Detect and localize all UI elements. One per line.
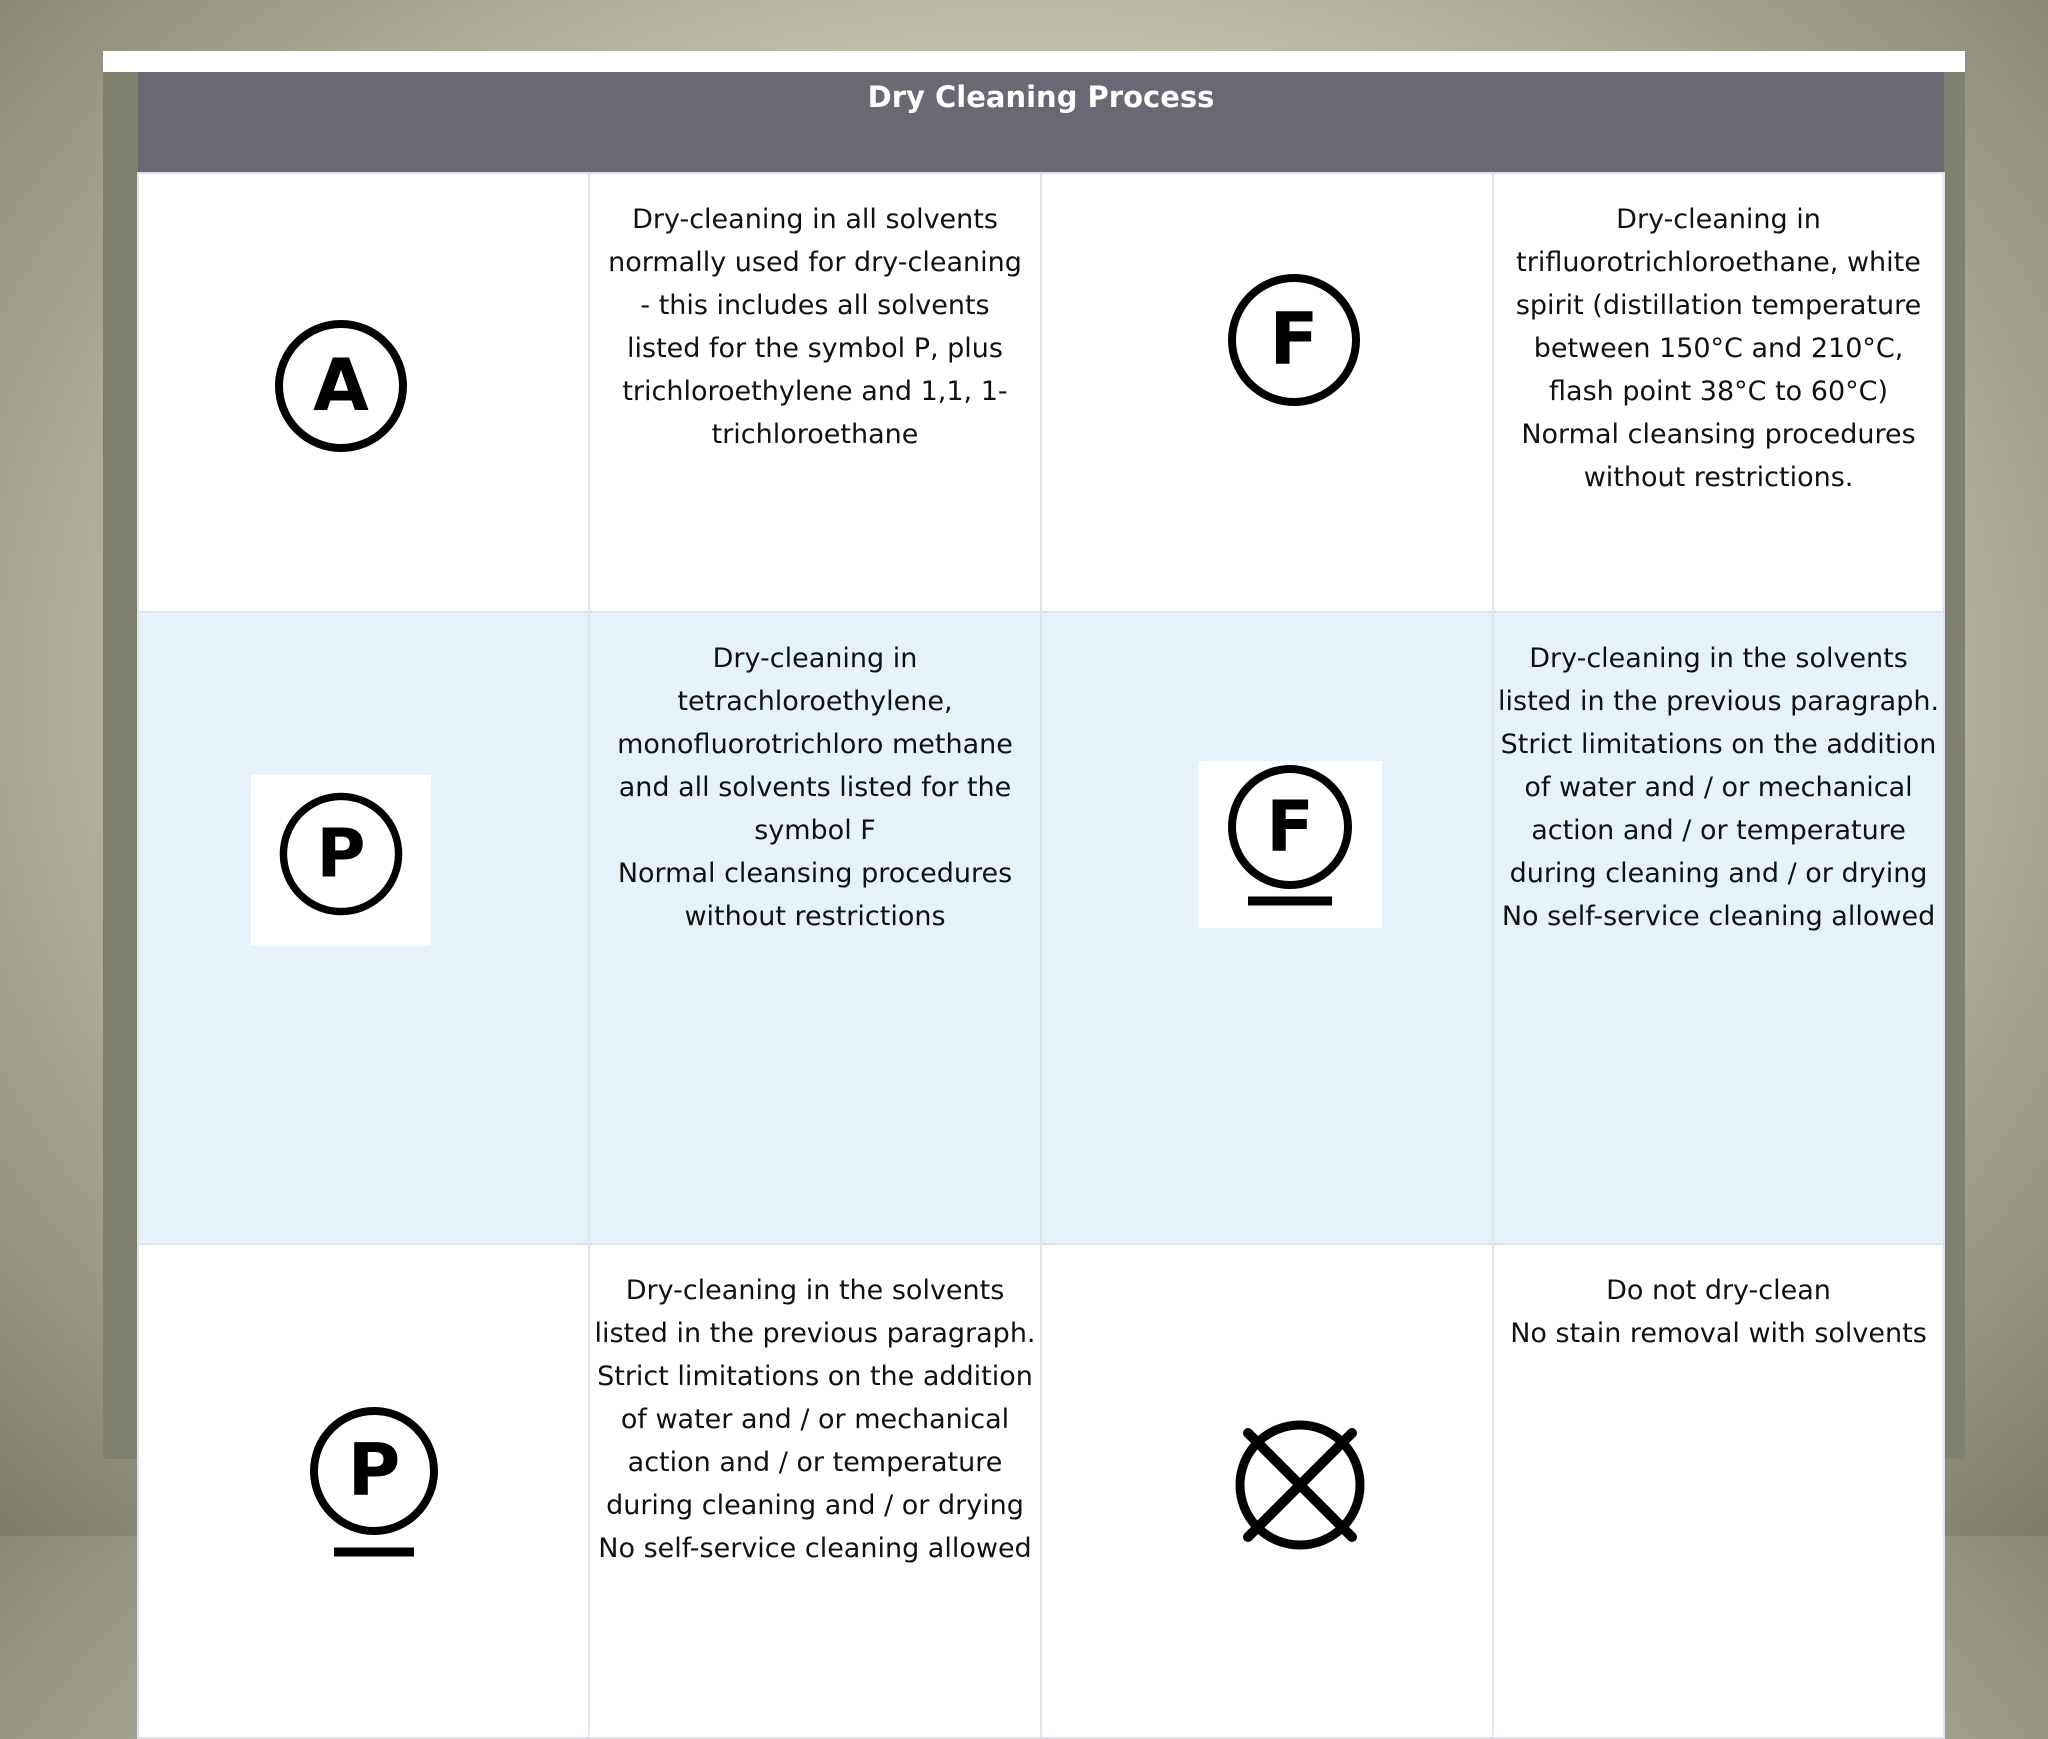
description-text: Dry-cleaning in all solvents normally used for dry-cleaning - this includes all solvents listed for the symbol P, plus trichloroethylene and 1,1, 1-trichloroethane: [608, 204, 1022, 450]
slide-top-strip: [103, 51, 1965, 72]
description-text: Dry-cleaning in trifluorotrichloroethane, white spirit (distillation temperature between 150°C and 210°C, flash point 38°C to 60°C) Normal cleansing procedures without restrictions.: [1515, 204, 1922, 493]
circle-f-underline-icon: [1198, 761, 1382, 928]
description-cell: [589, 173, 1041, 612]
symbol-letter: A: [312, 343, 369, 427]
symbol-letter: F: [1269, 297, 1319, 381]
description-text: Dry-cleaning in the solvents listed in the previous paragraph. Strict limitations on the addition of water and / or mechanical action and / or temperature during cleaning and / or drying No self-service cleaning allowed: [594, 1275, 1036, 1564]
table-header-row: [138, 72, 1944, 173]
description-text: Do not dry-clean No stain removal with solvents: [1510, 1275, 1927, 1349]
description-cell: [1493, 612, 1944, 1244]
table-row: [138, 173, 1944, 612]
symbol-cell: [1041, 173, 1493, 612]
table-row: [138, 1244, 1944, 1738]
symbol-cell: [138, 173, 589, 612]
symbol-letter: P: [347, 1428, 400, 1512]
table-row: [138, 612, 1944, 1244]
circle-p-icon: [251, 775, 431, 946]
description-text: Dry-cleaning in the solvents listed in the previous paragraph. Strict limitations on the addition of water and / or mechanical action and / or temperature during cleaning and / or drying No self-service cleaning allowed: [1498, 643, 1940, 932]
description-cell: [1493, 173, 1944, 612]
description-text: Dry-cleaning in tetrachloroethylene, monofluorotrichloro methane and all solvents listed for the symbol F Normal cleansing procedures without restrictions: [617, 643, 1013, 932]
dry-cleaning-table: [137, 72, 1945, 1739]
description-cell: [589, 1244, 1041, 1738]
table-title: Dry Cleaning Process: [138, 72, 1944, 173]
symbol-letter: P: [316, 814, 365, 893]
circle-a-icon: [265, 310, 417, 475]
description-cell: [589, 612, 1041, 1244]
circle-p-underline-icon: [298, 1401, 450, 1581]
crossed-circle-icon: [1224, 1409, 1376, 1574]
symbol-cell: [138, 1244, 589, 1738]
description-cell: [1493, 1244, 1944, 1738]
symbol-cell: [138, 612, 589, 1244]
circle-f-icon: [1218, 264, 1370, 429]
symbol-cell: [1041, 1244, 1493, 1738]
symbol-cell: [1041, 612, 1493, 1244]
symbol-letter: F: [1266, 786, 1314, 868]
